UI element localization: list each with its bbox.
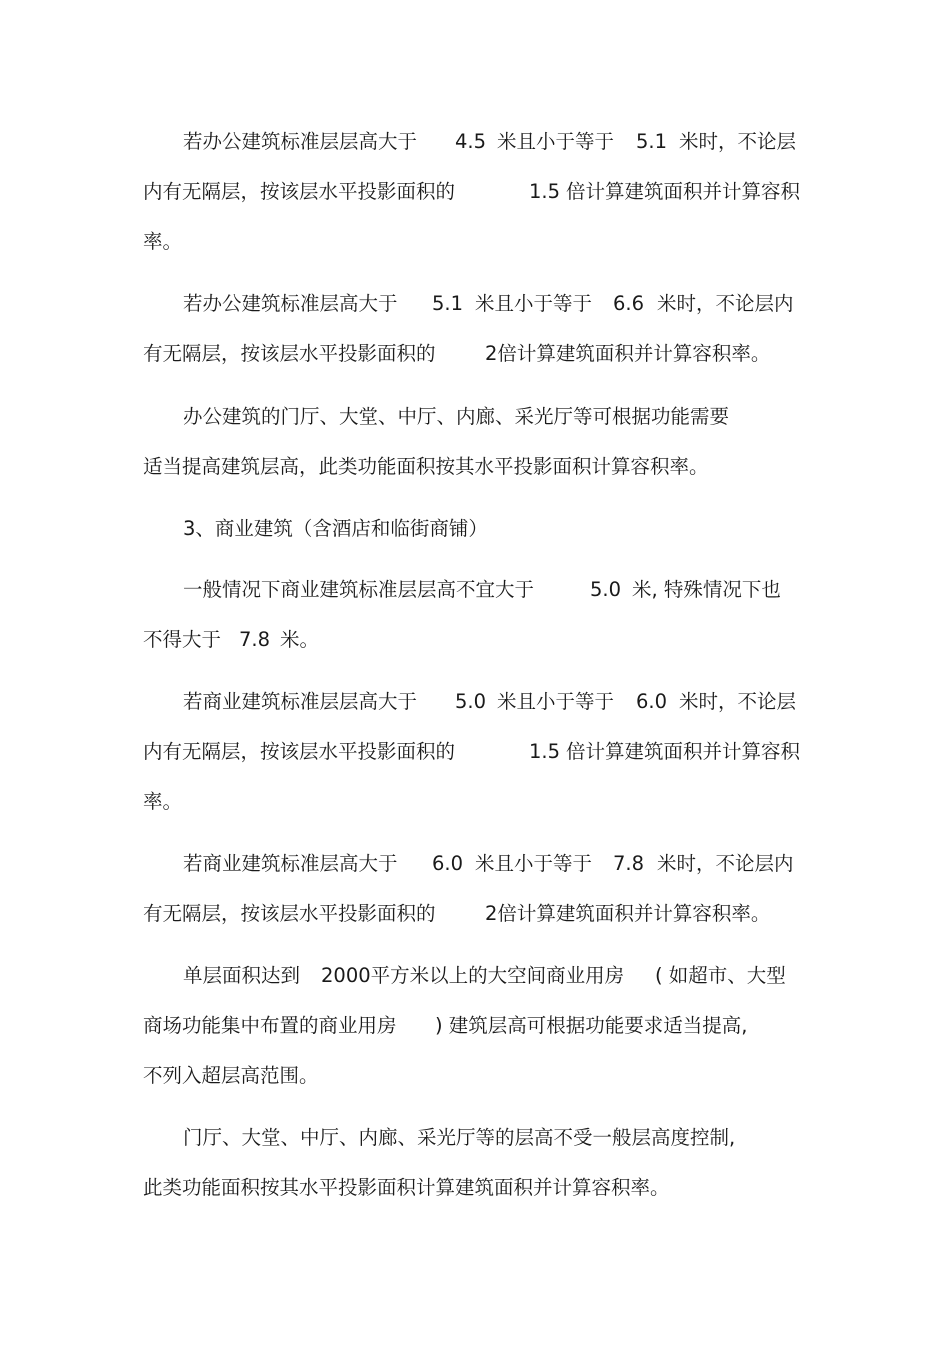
text-segment: 有无隔层，按该层水平投影面积的 [143, 342, 436, 365]
text-segment: 2倍计算建筑面积并计算容积率。 [485, 902, 771, 925]
text-segment: 5.1 [432, 292, 464, 315]
text-segment: 米时，不论层 [679, 690, 797, 713]
text-segment: 米时，不论层 [679, 130, 797, 153]
text-segment: 米且小于等于 [475, 852, 593, 875]
text-segment: 4.5 [455, 130, 487, 153]
text-segment: 米且小于等于 [475, 292, 593, 315]
text-segment: 7.8 [239, 628, 271, 651]
text-segment: 倍计算建筑面积并计算容积 [566, 740, 801, 763]
text-segment: 倍计算建筑面积并计算容积 [566, 180, 801, 203]
text-segment: ( 如超市、大型 [655, 964, 786, 987]
text-segment: 适当提高建筑层高，此类功能面积按其水平投影面积计算容积率。 [143, 455, 709, 478]
text-segment: 5.0 [590, 578, 622, 601]
text-segment: 米时，不论层内 [657, 852, 794, 875]
text-segment: 若商业建筑标准层高大于 [183, 852, 398, 875]
text-segment: 内有无隔层，按该层水平投影面积的 [143, 180, 456, 203]
text-segment: 米时，不论层内 [657, 292, 794, 315]
text-segment: 米且小于等于 [497, 130, 615, 153]
text-segment: 1.5 [529, 740, 561, 763]
text-segment: 米且小于等于 [497, 690, 615, 713]
text-segment: 单层面积达到 [183, 964, 301, 987]
text-segment: 2倍计算建筑面积并计算容积率。 [485, 342, 771, 365]
text-segment: 率。 [143, 790, 183, 813]
text-segment: 不列入超层高范围。 [143, 1064, 319, 1087]
text-segment: 2000平方米以上的大空间商业用房 [321, 964, 625, 987]
text-segment: 米。 [280, 628, 320, 651]
text-segment: 若办公建筑标准层层高大于 [183, 130, 418, 153]
text-segment: 若办公建筑标准层高大于 [183, 292, 398, 315]
text-segment: 门厅、大堂、中厅、内廊、采光厅等的层高不受一般层高度控制, [183, 1126, 736, 1149]
text-segment: 5.0 [455, 690, 487, 713]
text-segment: 6.0 [432, 852, 464, 875]
text-segment: 不得大于 [143, 628, 222, 651]
text-segment: 7.8 [613, 852, 645, 875]
text-segment: 办公建筑的门厅、大堂、中厅、内廊、采光厅等可根据功能需要 [183, 405, 730, 428]
text-segment: 若商业建筑标准层层高大于 [183, 690, 418, 713]
text-segment: 一般情况下商业建筑标准层层高不宜大于 [183, 578, 535, 601]
text-segment: 5.1 [636, 130, 668, 153]
text-segment: 商场功能集中布置的商业用房 [143, 1014, 397, 1037]
text-segment: 3、商业建筑（含酒店和临街商铺） [183, 517, 488, 540]
text-segment: 6.0 [636, 690, 668, 713]
text-segment: 米, 特殊情况下也 [632, 578, 781, 601]
text-segment: 6.6 [613, 292, 645, 315]
text-segment: ) 建筑层高可根据功能要求适当提高, [435, 1014, 748, 1037]
text-segment: 率。 [143, 230, 183, 253]
text-segment: 有无隔层，按该层水平投影面积的 [143, 902, 436, 925]
text-segment: 1.5 [529, 180, 561, 203]
text-segment: 内有无隔层，按该层水平投影面积的 [143, 740, 456, 763]
text-segment: 此类功能面积按其水平投影面积计算建筑面积并计算容积率。 [143, 1176, 670, 1199]
